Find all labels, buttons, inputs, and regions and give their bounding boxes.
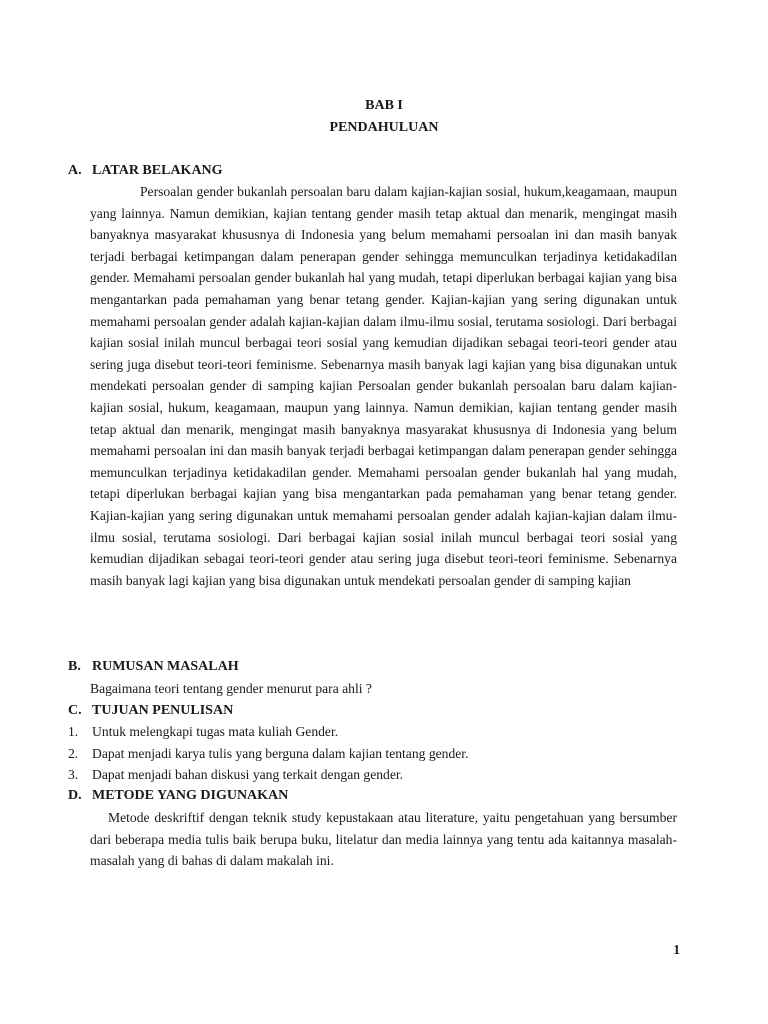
section-b-text: Bagaimana teori tentang gender menurut para ahli ? xyxy=(90,681,372,696)
list-item xyxy=(68,743,468,765)
list-item-text: Dapat menjadi karya tulis yang berguna dalam kajian tentang gender. xyxy=(92,745,469,761)
page-number: 1 xyxy=(673,942,680,957)
section-a-title: LATAR BELAKANG xyxy=(92,163,223,178)
section-b-title: RUMUSAN MASALAH xyxy=(92,659,239,674)
list-item-text: Dapat menjadi bahan diskusi yang terkait dengan gender. xyxy=(92,767,404,782)
section-c-title: TUJUAN PENULISAN xyxy=(92,703,234,718)
section-a-letter: A. xyxy=(68,163,82,178)
section-c-heading xyxy=(68,701,233,721)
objectives-list xyxy=(68,721,468,786)
chapter-title: PENDAHULUAN xyxy=(329,120,439,135)
section-d-heading xyxy=(68,786,288,806)
section-d-paragraph: Metode deskriftif dengan teknik study kepustakaan atau literature, yaitu pengetahuan yang bersumber dari beberapa media tulis baik berupa buku, litelatur dan media lainnya yang tentu ada kaitannya masalah-masalah yang di bahas di dalam makalah ini. xyxy=(90,810,677,869)
chapter-label: BAB I xyxy=(365,98,403,113)
section-c-letter: C. xyxy=(68,703,82,718)
list-item-number: 2. xyxy=(68,745,79,761)
list-item-number: 3. xyxy=(68,767,79,782)
section-b-letter: B. xyxy=(68,659,81,674)
list-item-number: 1. xyxy=(68,724,79,739)
section-a-paragraph: Persoalan gender bukanlah persoalan baru dalam kajian-kajian sosial, hukum,keagamaan, maupun yang lainnya. Namun demikian, kajian tentang gender masih tetap aktual dan menarik, mengingat masih banyaknya masyarakat khususnya di Indonesia yang belum memahami persoalan ini dan masih banyak terjadi berbagai ketimpangan dalam penerapan gender sehingga memunculkan terjadinya ketidakadilan gender. Memahami persoalan gender bukanlah hal yang mudah, tetapi diperlukan berbagai kajian yang bisa mengantarkan pada pemahaman yang benar tetang gender. Kajian-kajian yang sering digunakan untuk memahami persoalan gender adalah kajian-kajian dalam ilmu-ilmu sosial, terutama sosiologi. Dari berbagai kajian sosial inilah muncul berbagai teori sosial yang kemudian dijadikan sebagai teori-teori gender atau sering juga disebut teori-teori feminisme. Sebenarnya masih banyak lagi kajian yang bisa digunakan untuk mendekati persoalan gender di samping kajian Persoalan gender bukanlah persoalan baru dalam kajian-kajian sosial, hukum, keagamaan, maupun yang lainnya. Namun demikian, kajian tentang gender masih tetap aktual dan menarik, mengingat masih banyaknya masyarakat khususnya di Indonesia yang belum memahami persoalan ini dan masih banyak terjadi berbagai ketimpangan dalam penerapan gender sehingga memunculkan terjadinya ketidakadilan gender. Memahami persoalan gender bukanlah hal yang mudah, tetapi diperlukan berbagai kajian yang bisa mengantarkan pada pemahaman yang benar tetang gender. Kajian-kajian yang sering digunakan untuk memahami persoalan gender adalah kajian-kajian dalam ilmu-ilmu sosial, terutama sosiologi. Dari berbagai kajian sosial inilah muncul berbagai teori sosial yang kemudian dijadikan sebagai teori-teori gender atau sering juga disebut teori-teori feminisme. Sebenarnya masih banyak lagi kajian yang bisa digunakan untuk mendekati persoalan gender di samping kajian xyxy=(90,184,677,588)
section-d-letter: D. xyxy=(68,788,82,803)
list-item xyxy=(68,721,468,743)
section-a-heading xyxy=(68,161,223,181)
list-item xyxy=(68,764,468,786)
section-b-heading xyxy=(68,657,239,677)
list-item-text: Untuk melengkapi tugas mata kuliah Gender. xyxy=(92,724,339,739)
section-d-title: METODE YANG DIGUNAKAN xyxy=(92,788,289,803)
